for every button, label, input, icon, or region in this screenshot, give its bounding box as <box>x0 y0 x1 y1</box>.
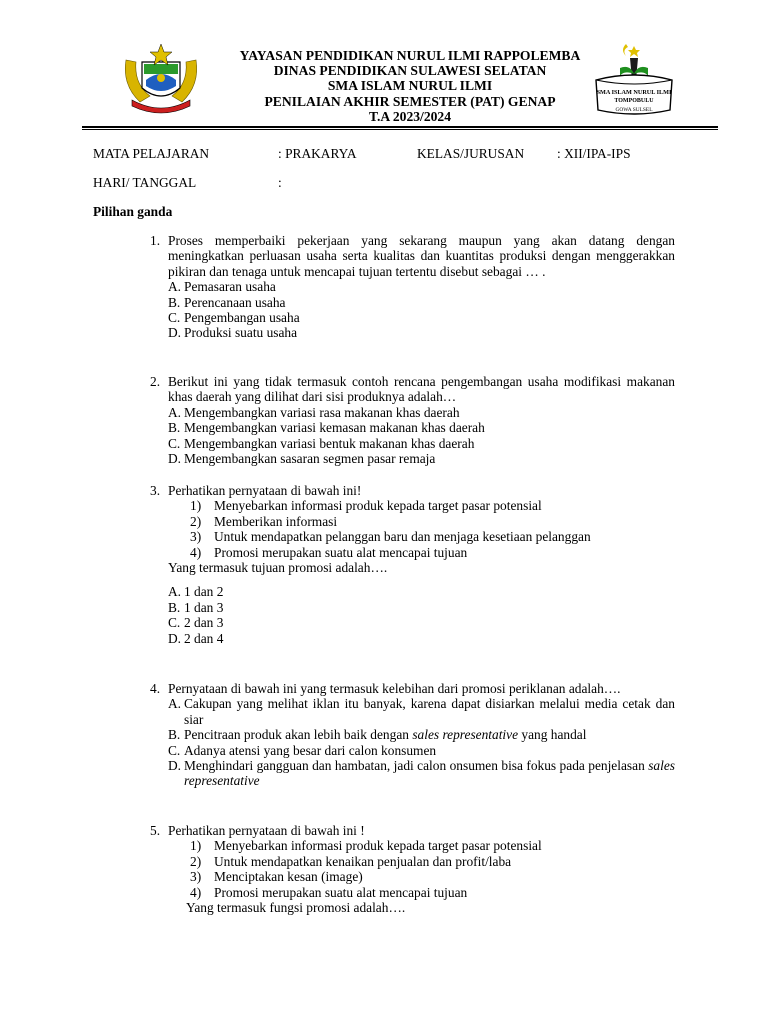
question-1 <box>150 233 675 341</box>
question-number: 5. <box>150 823 161 838</box>
question-stem: Yang termasuk fungsi promosi adalah…. <box>186 900 406 916</box>
logo-location-text: TOMPOBULU <box>614 98 654 104</box>
statement-item: 1) Menyebarkan informasi produk kepada target pasar potensial <box>190 838 542 854</box>
option-b: B. Mengembangkan variasi kemasan makanan khas daerah <box>168 420 485 436</box>
question-text: Proses memperbaiki pekerjaan yang sekarang maupun yang akan datang dengan meningkatkan perluasan usaha serta kualitas dan kuantitas produksi dengan menggerakkan pikiran dan tenaga untuk mencapai tujuan tertentu disebut sebagai … . <box>168 233 675 279</box>
statement-item: 3) Untuk mendapatkan pelanggan baru dan menjaga kesetiaan pelanggan <box>190 529 591 545</box>
option-b: B. Pencitraan produk akan lebih baik dengan sales representative yang handal <box>168 727 587 743</box>
option-c: C. 2 dan 3 <box>168 615 224 631</box>
header-divider <box>82 126 718 128</box>
question-text: Perhatikan pernyataan di bawah ini ! <box>168 823 365 838</box>
section-title: Pilihan ganda <box>93 204 173 219</box>
option-c: C. Adanya atensi yang besar dari calon konsumen <box>168 742 437 758</box>
question-number: 3. <box>150 483 161 498</box>
school-name: SMA ISLAM NURUL ILMI <box>327 78 493 94</box>
question-text: Berikut ini yang tidak termasuk contoh rencana pengembangan usaha modifikasi makanan khas daerah yang dilihat dari sisi produknya adalah… <box>168 374 675 405</box>
statement-item: 4) Promosi merupakan suatu alat mencapai tujuan <box>190 884 468 900</box>
question-3 <box>150 483 675 646</box>
question-number: 1. <box>150 233 161 248</box>
agency-name: DINAS PENDIDIKAN SULAWESI SELATAN <box>273 63 547 79</box>
option-a: A. Mengembangkan variasi rasa makanan khas daerah <box>168 404 460 420</box>
subject-label: MATA PELAJARAN <box>93 146 210 161</box>
statement-item: 4) Promosi merupakan suatu alat mencapai tujuan <box>190 544 468 560</box>
statement-item: 3) Menciptakan kesan (image) <box>190 869 363 885</box>
statement-item: 2) Untuk mendapatkan kenaikan penjualan dan profit/laba <box>190 853 512 869</box>
option-d: D. Produksi suatu usaha <box>168 325 298 341</box>
question-number: 4. <box>150 681 161 696</box>
option-a: A. Cakupan yang melihat iklan itu banyak, karena dapat disiarkan melalui media cetak dan siar <box>168 696 675 727</box>
option-a: A. 1 dan 2 <box>168 584 224 600</box>
option-c: C. Pengembangan usaha <box>168 310 300 326</box>
statement-list <box>150 838 675 900</box>
option-list <box>168 405 675 467</box>
statement-list <box>150 498 675 560</box>
academic-year: T.A 2023/2024 <box>368 108 452 124</box>
option-b: B. Perencanaan usaha <box>168 294 286 310</box>
option-a: A. Pemasaran usaha <box>168 279 276 295</box>
date-value: : <box>278 175 282 190</box>
option-list <box>168 279 675 341</box>
option-list <box>168 696 675 788</box>
option-d: D. Menghindari gangguan dan hambatan, jadi calon onsumen bisa fokus pada penjelasan sales representative <box>168 758 675 789</box>
class-value: : XII/IPA-IPS <box>557 146 631 161</box>
logo-motto-text: GOWA SULSEL <box>615 107 653 113</box>
question-number: 2. <box>150 374 161 389</box>
question-2 <box>150 374 675 466</box>
question-5 <box>150 823 675 915</box>
exam-name: PENILAIAN AKHIR SEMESTER (PAT) GENAP <box>264 93 556 109</box>
class-label: KELAS/JURUSAN <box>417 146 525 161</box>
option-b: B. 1 dan 3 <box>168 599 224 615</box>
letterhead <box>110 40 720 130</box>
letterhead-title-block <box>190 48 630 124</box>
question-stem: Yang termasuk tujuan promosi adalah…. <box>168 560 388 576</box>
statement-item: 2) Memberikan informasi <box>190 513 338 529</box>
foundation-name: YAYASAN PENDIDIKAN NURUL ILMI RAPPOLEMBA <box>239 48 581 63</box>
statement-item: 1) Menyebarkan informasi produk kepada target pasar potensial <box>190 498 542 514</box>
header-divider-thin <box>82 129 718 130</box>
question-text: Perhatikan pernyataan di bawah ini! <box>168 483 362 498</box>
logo-school-text: SMA ISLAM NURUL ILMI <box>596 89 672 96</box>
question-text: Pernyataan di bawah ini yang termasuk kelebihan dari promosi periklanan adalah…. <box>168 681 621 696</box>
school-logo-icon <box>590 40 676 120</box>
option-c: C. Mengembangkan variasi bentuk makanan khas daerah <box>168 435 475 451</box>
option-d: D. Mengembangkan sasaran segmen pasar remaja <box>168 451 436 467</box>
subject-value: : PRAKARYA <box>278 146 357 161</box>
option-list <box>168 584 675 646</box>
question-4 <box>150 681 675 789</box>
option-d: D. 2 dan 4 <box>168 630 224 646</box>
date-label: HARI/ TANGGAL <box>93 175 197 190</box>
